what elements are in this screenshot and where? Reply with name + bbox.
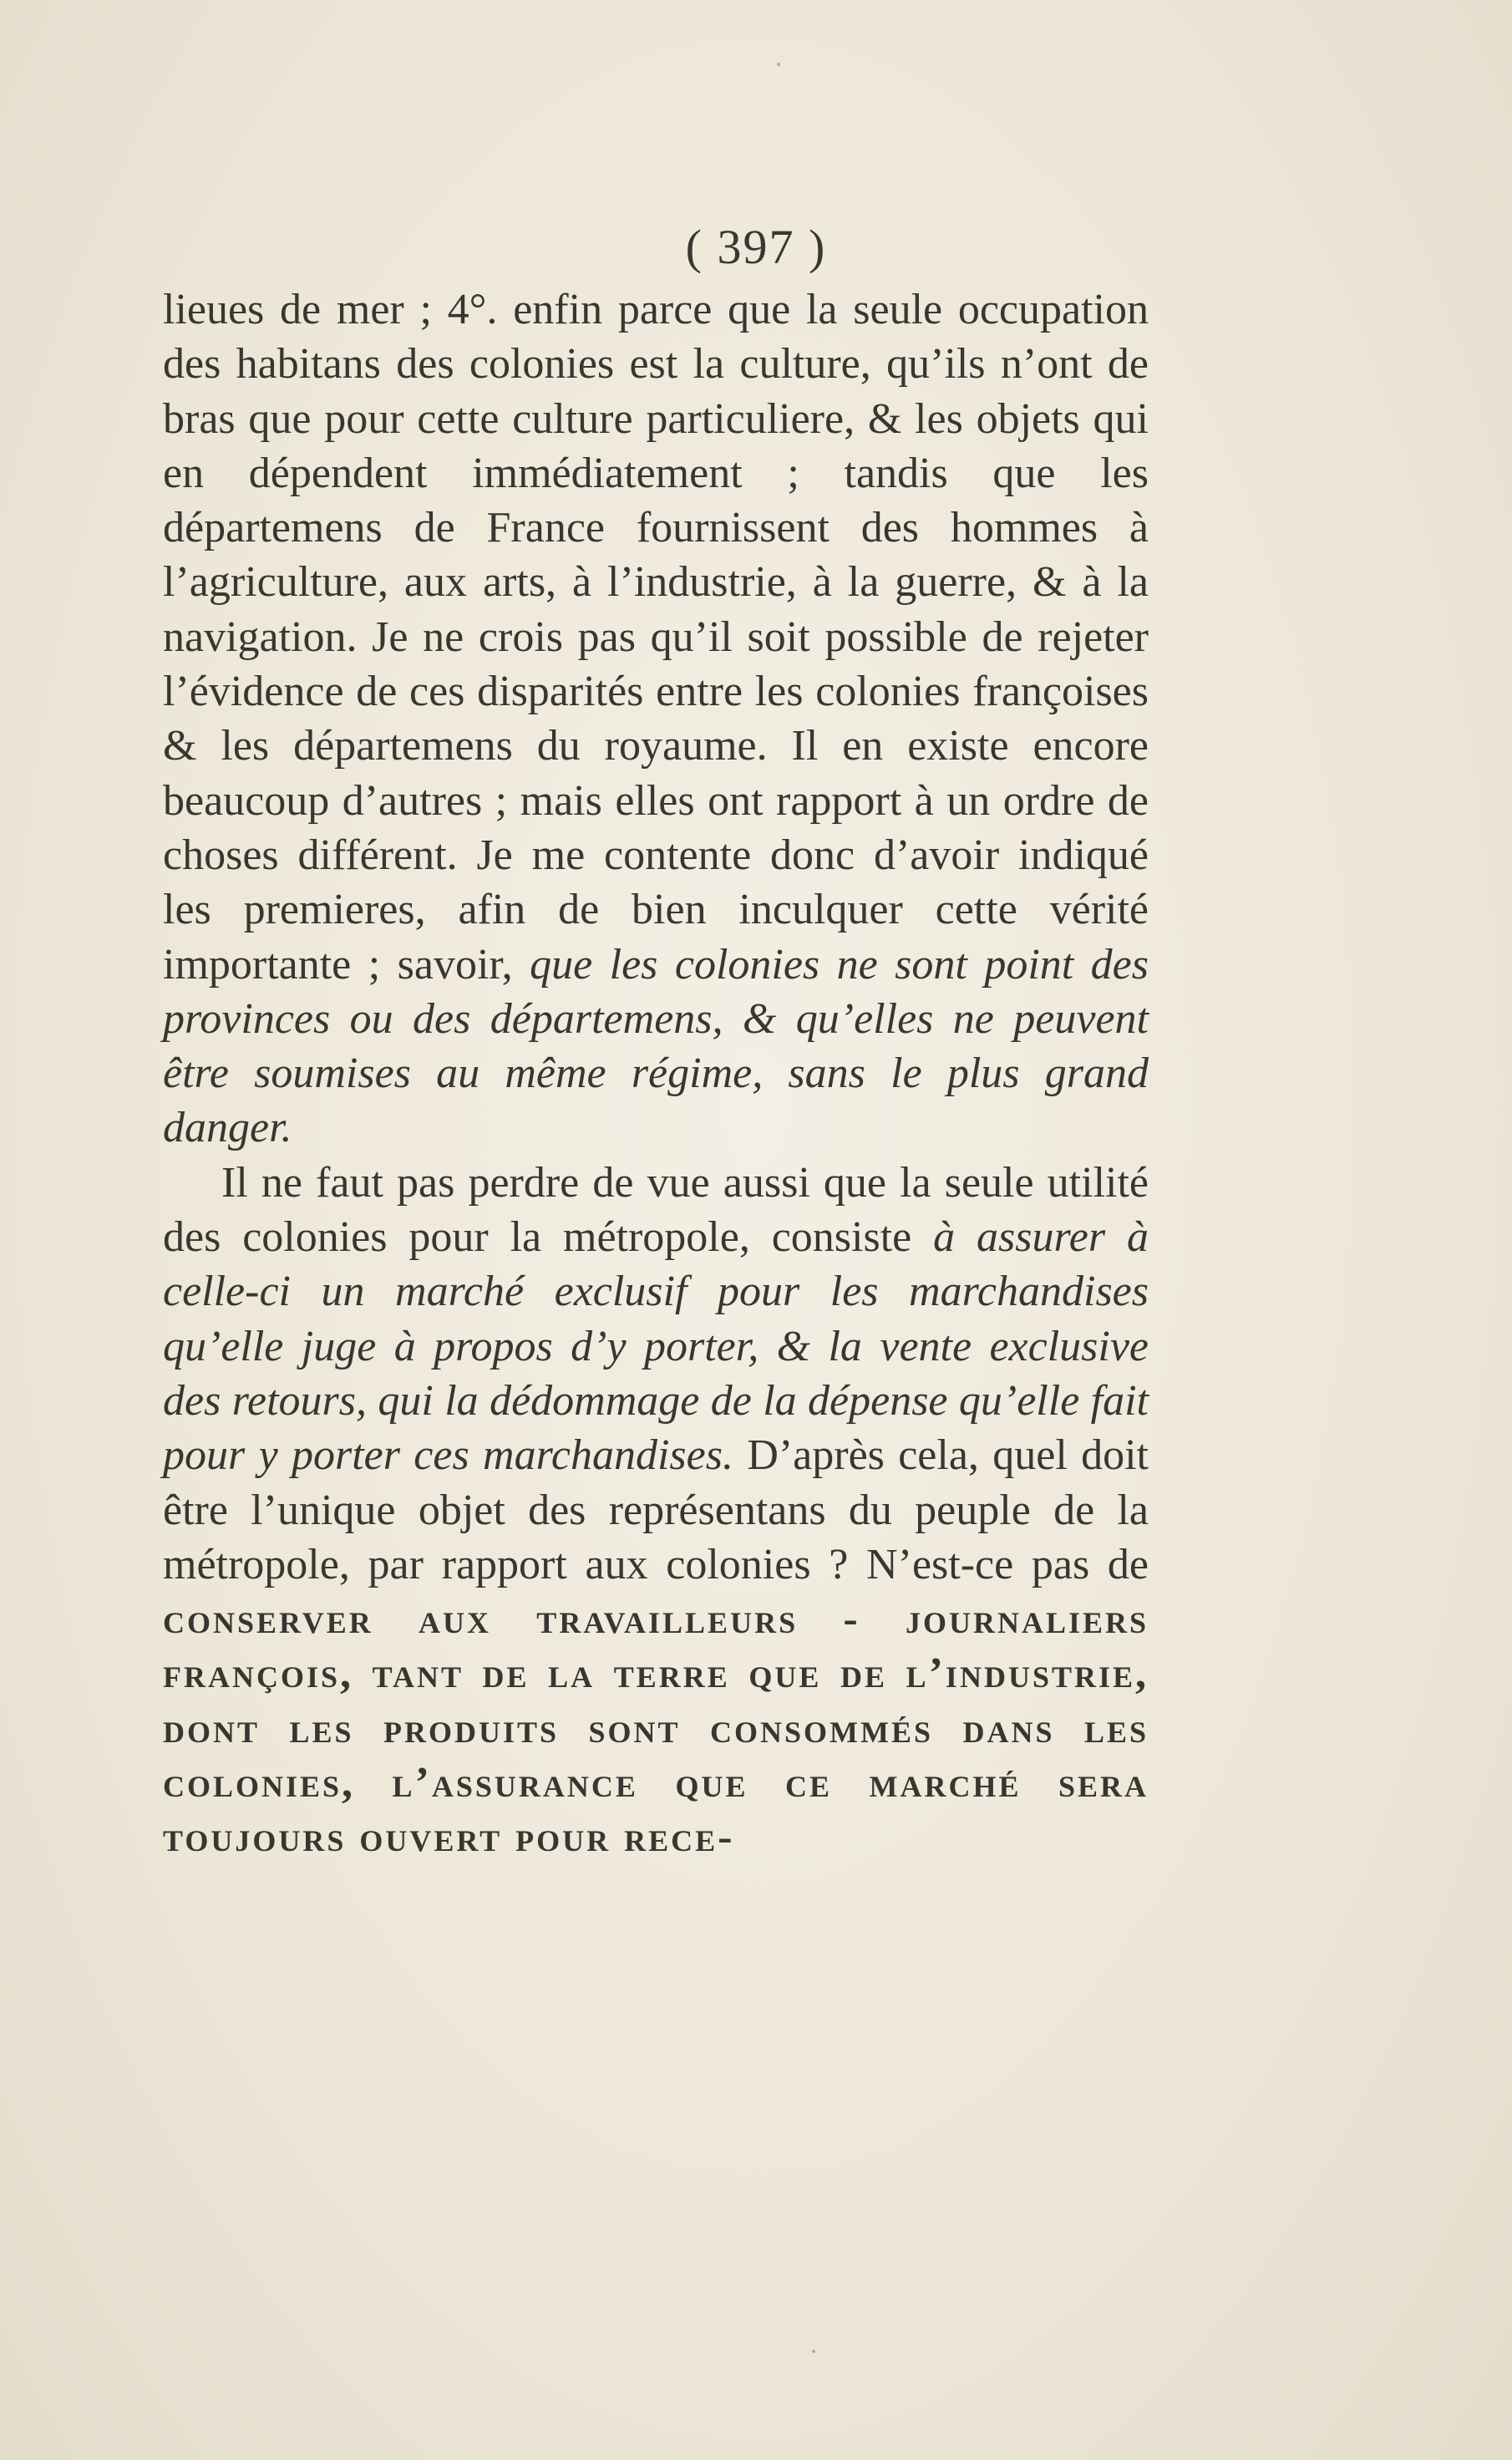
italic-text: à assurer à celle-ci un marché exclusif pour les marchandises qu’elle juge à propos d’y porter, & la vente exclusive des retours, qui la dédommage de la dépense qu’elle fait pour y porter ces marchandises. (163, 1213, 1149, 1480)
page-number: ( 397 ) (685, 220, 827, 274)
paragraph (163, 282, 1149, 1156)
paper-speck (777, 63, 780, 66)
roman-text: Il ne faut pas perdre de vue aussi que la seule utilité des colonies pour la métropole, consiste (163, 1158, 1149, 1262)
roman-text: D’après cela, quel doit être l’unique objet des représentans du peuple de la métropole, par rapport aux colonies ? N’est-ce pas de (163, 1431, 1149, 1588)
small-caps-text: conserver aux travailleurs - journaliers françois, tant de la terre que de l’industrie, dont les produits sont consommés dans les colonies, l’assurance que ce marché sera toujours ouvert pour rece- (163, 1595, 1149, 1862)
italic-text: que les colonies ne sont point des provinces ou des départemens, & qu’elles ne peuvent être soumises au même régime, sans le plus grand danger. (163, 940, 1149, 1152)
paper-speck (812, 2350, 815, 2353)
body-text (163, 282, 1149, 1865)
paragraph (163, 1156, 1149, 1865)
roman-text: lieues de mer ; 4°. enfin parce que la seule occupation des habitans des colonies est la culture, qu’ils n’ont de bras que pour cette culture particuliere, & les objets qui en dépendent immédiatement ; tandis que les départemens de France fournissent des hommes à l’agriculture, aux arts, à l’industrie, à la guerre, & à la navigation. Je ne crois pas qu’il soit possible de rejeter l’évidence de ces disparités entre les colonies françoises & les départemens du royaume. Il en existe encore beaucoup d’autres ; mais elles ont rapport à un ordre de choses différent. Je me contente donc d’avoir indiqué les premieres, afin de bien inculquer cette vérité importante ; savoir, (163, 286, 1149, 989)
